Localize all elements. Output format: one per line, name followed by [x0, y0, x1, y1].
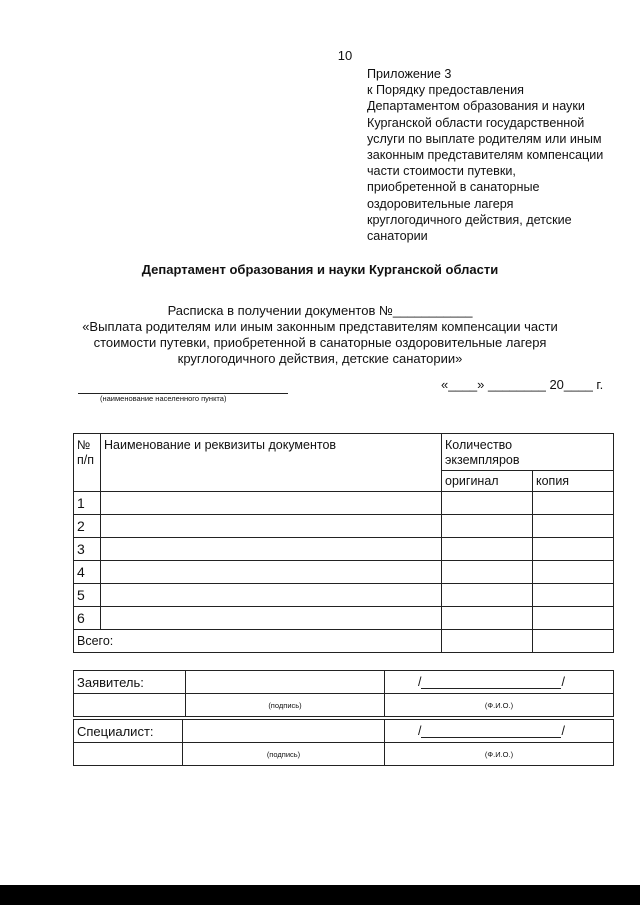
fio-caption: (Ф.И.О.): [385, 743, 614, 766]
appendix-line: услуги по выплате родителям или иным: [367, 131, 602, 146]
original-count-cell[interactable]: [442, 515, 533, 538]
col-header-num: № п/п: [74, 434, 101, 492]
copy-count-cell[interactable]: [533, 607, 614, 630]
specialist-signature-block: [73, 719, 614, 766]
document-name-cell[interactable]: [101, 561, 442, 584]
appendix-line: законным представителям компенсации: [367, 148, 604, 163]
document-name-cell[interactable]: [101, 515, 442, 538]
appendix-line: Приложение 3: [367, 67, 452, 81]
slash-mark: /: [418, 675, 422, 689]
copy-count-cell[interactable]: [533, 584, 614, 607]
document-name-cell[interactable]: [101, 607, 442, 630]
appendix-line: санатории: [367, 229, 428, 244]
appendix-note: [367, 66, 629, 244]
applicant-signature-field[interactable]: [186, 671, 385, 694]
original-count-cell[interactable]: [442, 584, 533, 607]
table-row: [74, 561, 614, 584]
applicant-signature-block: [73, 670, 614, 717]
appendix-line: оздоровительные лагеря: [367, 196, 514, 211]
signature-caption: (подпись): [183, 743, 385, 766]
row-number: 5: [74, 584, 101, 607]
appendix-line: круглогодичного действия, детские: [367, 212, 572, 227]
original-count-cell[interactable]: [442, 607, 533, 630]
table-row: [74, 538, 614, 561]
col-header-name: Наименование и реквизиты документов: [101, 434, 442, 492]
slash-mark: /: [418, 724, 422, 738]
appendix-line: приобретенной в санаторные: [367, 180, 540, 195]
col-header-original: оригинал: [442, 470, 533, 491]
applicant-label: Заявитель:: [74, 671, 186, 694]
scan-edge-bar: [0, 885, 640, 905]
original-count-cell[interactable]: [442, 492, 533, 515]
col-header-copy: копия: [533, 470, 614, 491]
copy-count-cell[interactable]: [533, 561, 614, 584]
row-number: 1: [74, 492, 101, 515]
copy-count-cell[interactable]: [533, 515, 614, 538]
appendix-line: Курганской области государственной: [367, 115, 585, 130]
copy-total-cell[interactable]: [533, 630, 614, 653]
receipt-line: стоимости путевки, приобретенной в санаторные оздоровительные лагеря: [93, 335, 547, 350]
table-row: [74, 607, 614, 630]
appendix-line: Департаментом образования и науки: [367, 99, 585, 114]
col-header-qty: Количество экземпляров: [442, 434, 614, 471]
specialist-fio-field[interactable]: [385, 720, 614, 743]
place-caption: (наименование населенного пункта): [100, 394, 227, 403]
table-row-total: [74, 630, 614, 653]
applicant-fio-field[interactable]: [385, 671, 614, 694]
row-number: 2: [74, 515, 101, 538]
row-number: 6: [74, 607, 101, 630]
document-name-cell[interactable]: [101, 492, 442, 515]
department-title: Департамент образования и науки Курганской области: [141, 262, 499, 277]
receipt-line: «Выплата родителям или иным законным представителям компенсации части: [82, 319, 558, 334]
documents-table: [73, 433, 614, 653]
row-number: 4: [74, 561, 101, 584]
fio-line: [421, 676, 561, 689]
slash-mark: /: [561, 724, 565, 738]
signature-caption: (подпись): [186, 694, 385, 717]
page-number: 10: [337, 48, 353, 63]
table-row: [74, 515, 614, 538]
original-total-cell[interactable]: [442, 630, 533, 653]
specialist-signature-field[interactable]: [183, 720, 385, 743]
receipt-title: [30, 303, 610, 367]
specialist-label: Специалист:: [74, 720, 183, 743]
copy-count-cell[interactable]: [533, 538, 614, 561]
slash-mark: /: [561, 675, 565, 689]
appendix-line: части стоимости путевки,: [367, 164, 516, 179]
fio-line: [421, 725, 561, 738]
document-name-cell[interactable]: [101, 584, 442, 607]
date-field[interactable]: «____» ________ 20____ г.: [441, 377, 604, 392]
row-number: 3: [74, 538, 101, 561]
receipt-line: Расписка в получении документов №___________: [167, 303, 473, 318]
original-count-cell[interactable]: [442, 561, 533, 584]
original-count-cell[interactable]: [442, 538, 533, 561]
receipt-line: круглогодичного действия, детские санатории»: [177, 351, 463, 366]
fio-caption: (Ф.И.О.): [385, 694, 614, 717]
total-label: Всего:: [74, 630, 442, 653]
copy-count-cell[interactable]: [533, 492, 614, 515]
table-row: [74, 584, 614, 607]
appendix-line: к Порядку предоставления: [367, 83, 524, 98]
table-row: [74, 492, 614, 515]
document-name-cell[interactable]: [101, 538, 442, 561]
